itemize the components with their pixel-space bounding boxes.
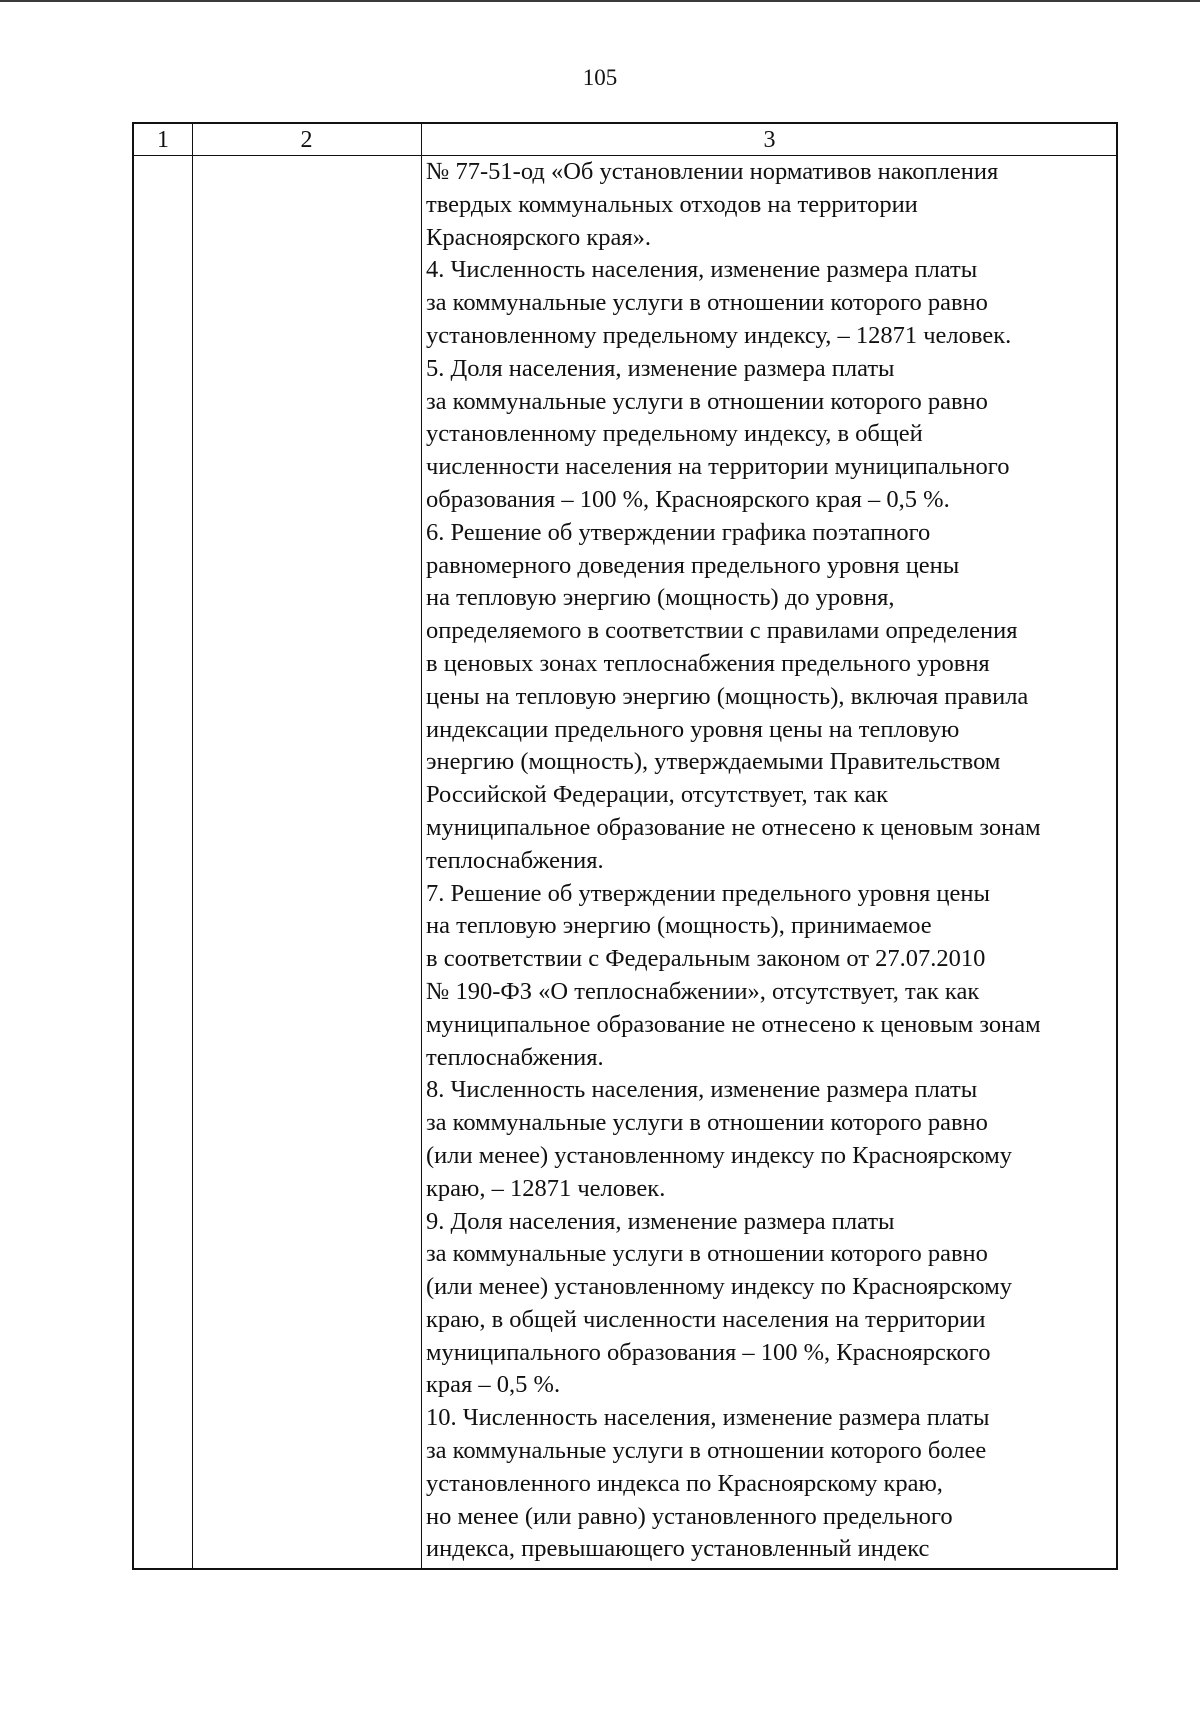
text-line: № 190-ФЗ «О теплоснабжении», отсутствует, так как — [426, 977, 980, 1005]
text-line: за коммунальные услуги в отношении которого равно — [426, 1109, 988, 1137]
text-line: Красноярского края». — [426, 223, 652, 251]
text-line: установленному предельному индексу, в общей — [426, 420, 923, 448]
text-line: равномерного доведения предельного уровня цены — [426, 551, 960, 579]
page-number: 105 — [582, 65, 618, 90]
text-line: теплоснабжения. — [426, 1043, 604, 1071]
text-line: определяемого в соответствии с правилами определения — [426, 617, 1018, 645]
text-line: 7. Решение об утверждении предельного уровня цены — [426, 879, 990, 907]
text-line: за коммунальные услуги в отношении которого равно — [426, 289, 988, 317]
text-line: установленному предельному индексу, – 12871 человек. — [426, 321, 1012, 349]
text-line: в ценовых зонах теплоснабжения предельного уровня — [426, 649, 990, 677]
text-line: установленного индекса по Красноярскому краю, — [426, 1469, 943, 1497]
text-line: но менее (или равно) установленного предельного — [426, 1502, 953, 1530]
text-line: твердых коммунальных отходов на территории — [426, 190, 918, 218]
table-header-row — [134, 124, 1116, 156]
text-line: 6. Решение об утверждении графика поэтапного — [426, 518, 931, 546]
text-line: краю, – 12871 человек. — [426, 1174, 666, 1202]
column-divider-1 — [192, 124, 193, 1568]
text-line: за коммунальные услуги в отношении которого равно — [426, 387, 988, 415]
text-line: 4. Численность населения, изменение размера платы — [426, 256, 978, 284]
text-line: за коммунальные услуги в отношении которого более — [426, 1437, 987, 1465]
text-line: (или менее) установленному индексу по Красноярскому — [426, 1273, 1012, 1301]
text-line: муниципального образования – 100 %, Красноярского — [426, 1338, 991, 1366]
text-line: краю, в общей численности населения на территории — [426, 1305, 986, 1333]
header-cell-col-3: 3 — [763, 127, 776, 153]
text-line: теплоснабжения. — [426, 846, 604, 874]
text-line: 8. Численность населения, изменение размера платы — [426, 1076, 978, 1104]
header-cell-col-2: 2 — [300, 127, 313, 153]
text-line: на тепловую энергию (мощность), принимаемое — [426, 912, 932, 940]
text-line: цены на тепловую энергию (мощность), включая правила — [426, 682, 1029, 710]
text-line: за коммунальные услуги в отношении которого равно — [426, 1240, 988, 1268]
text-line: индексации предельного уровня цены на тепловую — [426, 715, 960, 743]
table-cell-col-3-text — [426, 156, 1126, 1566]
text-line: образования – 100 %, Красноярского края – 0,5 %. — [426, 485, 950, 513]
header-cell-col-1: 1 — [157, 127, 169, 153]
text-line: в соответствии с Федеральным законом от 27.07.2010 — [426, 945, 986, 973]
text-line: индекса, превышающего установленный индекс — [426, 1535, 930, 1563]
text-line: № 77-51-од «Об установлении нормативов накопления — [426, 158, 999, 185]
scan-top-edge — [0, 0, 1200, 2]
text-line: муниципальное образование не отнесено к ценовым зонам — [426, 1010, 1041, 1038]
text-line: (или менее) установленному индексу по Красноярскому — [426, 1141, 1012, 1169]
text-line: 5. Доля населения, изменение размера платы — [426, 354, 895, 382]
text-line: края – 0,5 %. — [426, 1371, 561, 1399]
text-line: энергию (мощность), утверждаемыми Правительством — [426, 748, 1001, 776]
document-table — [132, 122, 1118, 1570]
text-line: на тепловую энергию (мощность) до уровня, — [426, 584, 895, 612]
text-line: Российской Федерации, отсутствует, так как — [426, 781, 889, 809]
text-line: 9. Доля населения, изменение размера платы — [426, 1207, 895, 1235]
text-line: 10. Численность населения, изменение размера платы — [426, 1404, 990, 1432]
text-line: численности населения на территории муниципального — [426, 453, 1010, 481]
text-line: муниципальное образование не отнесено к ценовым зонам — [426, 813, 1041, 841]
column-divider-2 — [421, 124, 422, 1568]
